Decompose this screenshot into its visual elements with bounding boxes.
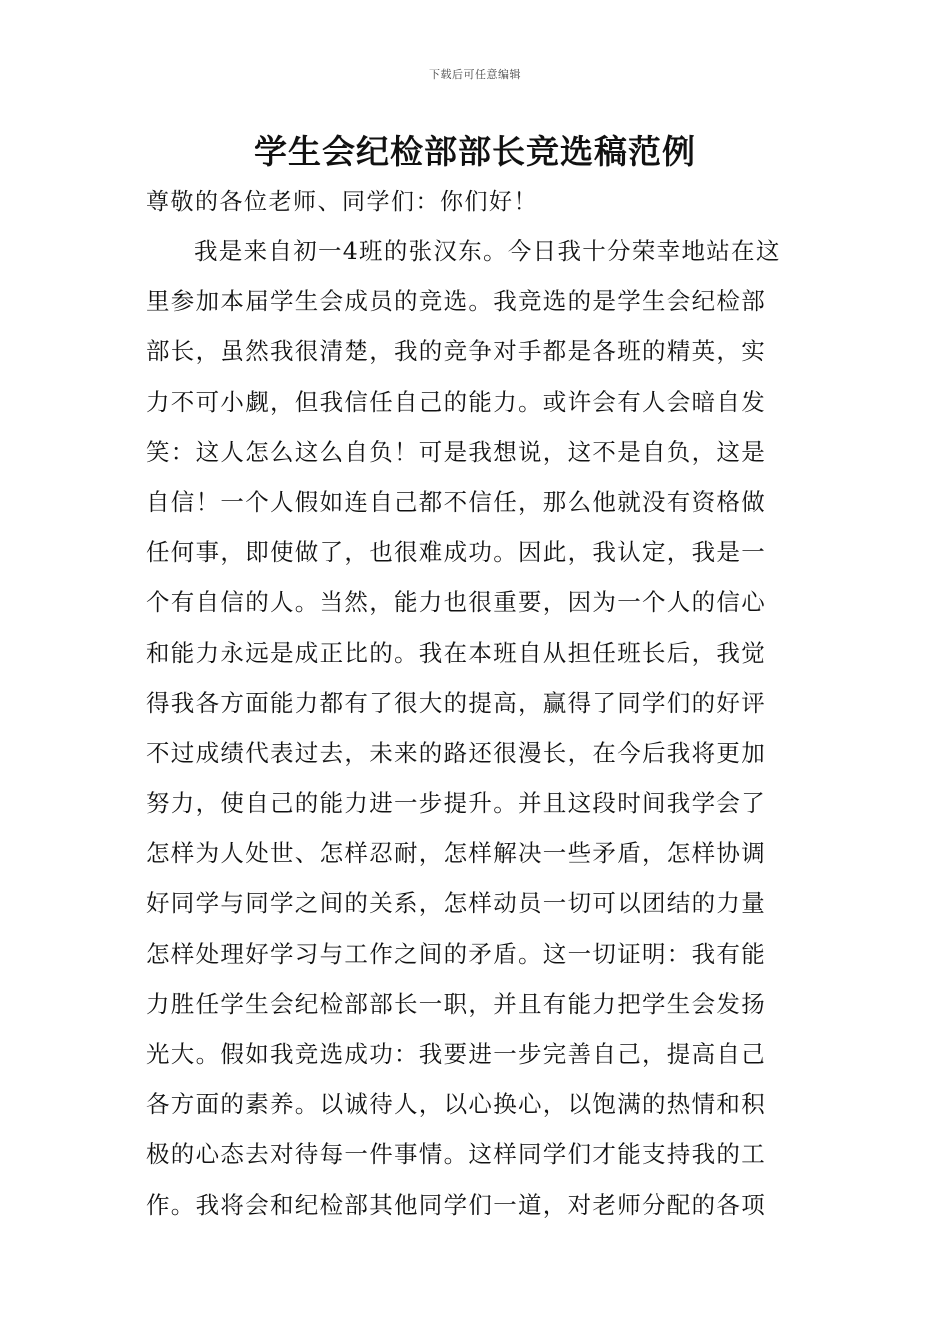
paragraph-line: 部长，虽然我很清楚，我的竞争对手都是各班的精英，实 [146, 337, 766, 366]
paragraph-line: 极的心态去对待每一件事情。这样同学们才能支持我的工 [146, 1140, 766, 1169]
paragraph-line: 光大。假如我竞选成功：我要进一步完善自己，提高自己 [146, 1040, 766, 1068]
greeting-line: 尊敬的各位老师、同学们：你们好！ [146, 189, 538, 215]
paragraph-line: 里参加本届学生会成员的竞选。我竞选的是学生会纪检部 [146, 287, 766, 316]
paragraph-line: 力胜任学生会纪检部部长一职，并且有能力把学生会发扬 [146, 989, 766, 1018]
paragraph-line: 作。我将会和纪检部其他同学们一道，对老师分配的各项 [146, 1190, 766, 1219]
body-paragraph [146, 226, 806, 1230]
paragraph-line: 得我各方面能力都有了很大的提高，赢得了同学们的好评 [146, 688, 766, 717]
paragraph-line: 各方面的素养。以诚待人，以心换心，以饱满的热情和积 [146, 1090, 766, 1119]
document-title: 学生会纪检部部长竞选稿范例 [254, 132, 696, 171]
paragraph-line: 好同学与同学之间的关系，怎样动员一切可以团结的力量 [146, 889, 766, 918]
paragraph-line: 个有自信的人。当然，能力也很重要，因为一个人的信心 [146, 588, 766, 617]
paragraph-line: 任何事，即使做了，也很难成功。因此，我认定，我是一 [146, 538, 766, 567]
paragraph-line: 怎样为人处世、怎样忍耐，怎样解决一些矛盾，怎样协调 [146, 839, 766, 868]
paragraph-line: 努力，使自己的能力进一步提升。并且这段时间我学会了 [146, 789, 766, 818]
paragraph-line: 自信！一个人假如连自己都不信任，那么他就没有资格做 [146, 487, 766, 516]
paragraph-line: 不过成绩代表过去，未来的路还很漫长，在今后我将更加 [146, 738, 766, 767]
paragraph-line: 怎样处理好学习与工作之间的矛盾。这一切证明：我有能 [146, 939, 766, 968]
paragraph-line: 力不可小觑，但我信任自己的能力。或许会有人会暗自发 [146, 387, 766, 416]
header-note: 下载后可任意编辑 [429, 68, 521, 81]
paragraph-line: 笑：这人怎么这么自负！可是我想说，这不是自负，这是 [146, 437, 766, 466]
paragraph-line: 我是来自初一4班的张汉东。今日我十分荣幸地站在这 [194, 237, 781, 265]
paragraph-line: 和能力永远是成正比的。我在本班自从担任班长后，我觉 [146, 638, 766, 667]
